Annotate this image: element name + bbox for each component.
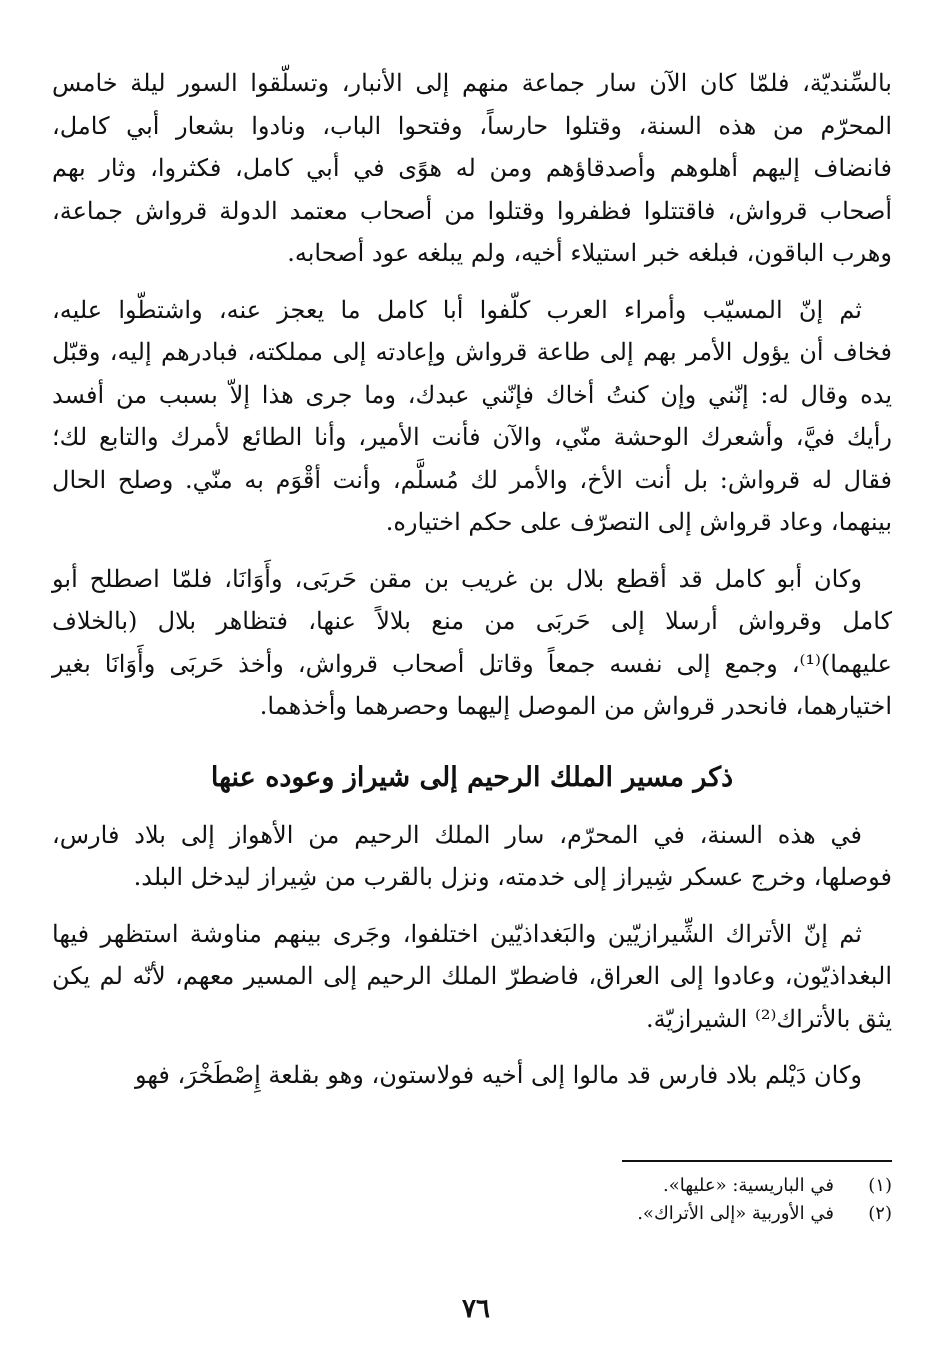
text-line: فقال له قرواش: بل أنت الأخ، والأمر لك مُسلَّم، وأنت أقْوَم به منّي. وصلح الحال (52, 465, 892, 494)
paragraph (52, 289, 892, 544)
text-line: ثم إنّ الأتراك الشِّيرازيّين والبَغداذيّين اختلفوا، وجَرى بينهم مناوشة استظهر فيها (52, 919, 862, 948)
text-line: فانضاف إليهم أهلوهم وأصدقاؤهم ومن له هوًى في أبي كامل، فكثروا، وثار بهم (52, 154, 892, 182)
paragraph (52, 913, 892, 1041)
footnote-2 (332, 1200, 892, 1228)
text-block-bottom (52, 814, 892, 1097)
footnotes (332, 1160, 892, 1228)
footnote-1 (332, 1172, 892, 1200)
text-block-top (52, 62, 892, 728)
text-line: ثم إنّ المسيّب وأمراء العرب كلّفوا أبا كامل ما يعجز عنه، واشتطّوا عليه، (52, 295, 862, 324)
footnote-text: في الباريسية: «عليها». (662, 1175, 834, 1196)
footnote-number: (٢) (868, 1203, 892, 1224)
footnote-text: في الأوربية «إلى الأتراك». (637, 1203, 834, 1224)
paragraph (52, 1054, 892, 1097)
text-line: رأيك فيَّ، وأشعرك الوحشة منّي، والآن فأنت الأمير، وأنا الطائع لأمرك والتابع لك؛ (52, 423, 892, 451)
text-line: بالسِّنديّة، فلمّا كان الآن سار جماعة منهم إلى الأنبار، وتسلّقوا السور ليلة خامس (52, 69, 892, 97)
text-line: وهرب الباقون، فبلغه خبر استيلاء أخيه، ولم يبلغه عود أصحابه. (287, 239, 892, 267)
footnote-divider (622, 1160, 892, 1162)
text-line: البغداذيّون، وعادوا إلى العراق، فاضطرّ الملك الرحيم إلى المسير معهم، لأنّه لم يكن (52, 962, 892, 990)
text-line: أصحاب قرواش، فاقتتلوا فظفروا وقتلوا من أصحاب معتمد الدولة قرواش جماعة، (52, 196, 892, 225)
text-line: اختيارهما، فانحدر قرواش من الموصل إليهما وحصرهما وأخذهما. (259, 692, 892, 720)
text-line: في هذه السنة، في المحرّم، سار الملك الرحيم من الأهواز إلى بلاد فارس، (52, 820, 862, 849)
page-number: ٧٦ (462, 1294, 490, 1324)
paragraph (52, 814, 892, 899)
section-heading: ذكر مسير الملك الرحيم إلى شيراز وعوده عنها (210, 761, 734, 793)
text-line: فخاف أن يؤول الأمر بهم إلى طاعة قرواش وإعادته إلى مملكته، فبادرهم إليه، وقبّل (52, 338, 892, 366)
text-line: يثق بالأتراك⁽²⁾ الشيرازيّة. (646, 1004, 892, 1033)
text-line: كامل وقرواش أرسلا إلى حَربَى من منع بلالاً عنها، فتظاهر بلال (بالخلاف (52, 607, 892, 635)
text-line: وكان دَيْلم بلاد فارس قد مالوا إلى أخيه فولاستون، وهو بقلعة إِصْطَخْرَ، فهو (134, 1061, 862, 1089)
text-line: فوصلها، وخرج عسكر شِيراز إلى خدمته، ونزل بالقرب من شِيراز ليدخل البلد. (133, 863, 892, 891)
footnote-number: (١) (868, 1175, 892, 1196)
text-line: عليهما)⁽¹⁾، وجمع إلى نفسه جمعاً وقاتل أصحاب قرواش، وأخذ حَربَى وأَوَانَا بغير (52, 649, 892, 678)
text-line: يده وقال له: إنّني وإن كنتُ أخاك فإنّني عبدك، وما جرى هذا إلاّ بسبب من أفسد (52, 380, 892, 409)
paragraph (52, 558, 892, 728)
text-line: وكان أبو كامل قد أقطع بلال بن غريب بن مقن حَربَى، وأَوَانَا، فلمّا اصطلح أبو (52, 564, 862, 593)
text-line: المحرّم من هذه السنة، وقتلوا حارساً، وفتحوا الباب، ونادوا بشعار أبي كامل، (52, 111, 892, 140)
page-body (52, 62, 892, 1111)
paragraph (52, 62, 892, 275)
text-line: بينهما، وعاد قرواش إلى التصرّف على حكم اختياره. (385, 508, 892, 536)
